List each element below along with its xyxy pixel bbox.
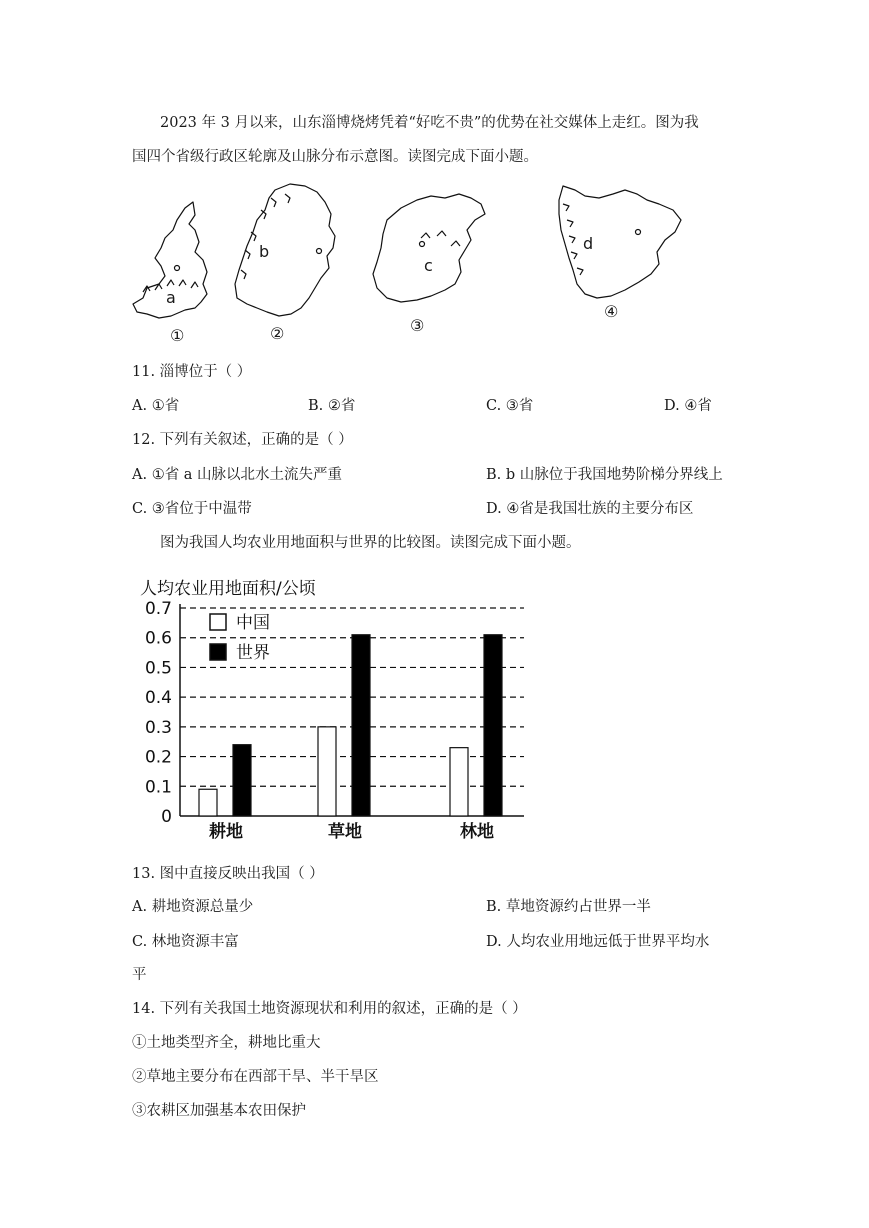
- question-11-option-b: B. ②省: [308, 398, 356, 414]
- y-tick-label: 0.2: [144, 747, 172, 768]
- province-outline-4: [559, 186, 681, 298]
- bar-世界-草地: [352, 635, 370, 816]
- question-13-option-d-wrap: 平: [132, 967, 147, 983]
- map-letter-b: b: [259, 242, 270, 261]
- agricultural-land-chart: [132, 572, 542, 848]
- x-category-label: 耕地: [209, 822, 243, 842]
- chart-title: 人均农业用地面积/公顷: [140, 579, 316, 599]
- question-13-stem: 13. 图中直接反映出我国（ ）: [132, 866, 324, 882]
- intro-paragraph-line-2: 国四个省级行政区轮廓及山脉分布示意图。读图完成下面小题。: [132, 149, 538, 165]
- map-letter-a: a: [166, 288, 176, 307]
- y-tick-label: 0.6: [144, 628, 172, 649]
- bar-中国-耕地: [199, 789, 217, 816]
- y-tick-label: 0.1: [144, 777, 172, 798]
- y-tick-label: 0.4: [144, 688, 172, 709]
- question-11-stem: 11. 淄博位于（ ）: [132, 364, 252, 380]
- question-12-option-b: B. b 山脉位于我国地势阶梯分界线上: [486, 467, 723, 483]
- question-13-option-c: C. 林地资源丰富: [132, 934, 239, 950]
- x-category-label: 草地: [328, 822, 362, 842]
- legend-label: 中国: [236, 613, 270, 633]
- y-tick-label: 0.5: [144, 658, 172, 679]
- legend-swatch: [210, 644, 226, 660]
- bar-中国-林地: [450, 748, 468, 816]
- question-13-option-b: B. 草地资源约占世界一半: [486, 899, 651, 915]
- question-12-option-c: C. ③省位于中温带: [132, 501, 252, 517]
- map-letter-c: c: [424, 256, 433, 275]
- province-outline-3: [373, 194, 485, 302]
- question-11-option-c: C. ③省: [486, 398, 534, 414]
- question-14-stem: 14. 下列有关我国土地资源现状和利用的叙述，正确的是（ ）: [132, 1001, 527, 1017]
- question-14-item-3: ③农耕区加强基本农田保护: [132, 1103, 306, 1119]
- y-tick-label: 0.7: [144, 599, 172, 619]
- y-tick-label: 0.3: [144, 717, 172, 738]
- question-12-option-a: A. ①省 a 山脉以北水土流失严重: [132, 467, 343, 483]
- x-category-label: 林地: [460, 822, 494, 842]
- question-13-option-a: A. 耕地资源总量少: [132, 899, 254, 915]
- intro-paragraph-line-1: 2023 年 3 月以来，山东淄博烧烤凭着“好吃不贵”的优势在社交媒体上走红。图为我: [160, 115, 699, 131]
- bar-世界-耕地: [233, 745, 251, 816]
- map-number-3: ③: [410, 316, 425, 335]
- question-11-option-a: A. ①省: [132, 398, 180, 414]
- map-number-4: ④: [604, 302, 619, 321]
- province-outline-2: [235, 184, 335, 316]
- map-number-1: ①: [170, 326, 185, 345]
- question-14-item-2: ②草地主要分布在西部干旱、半干旱区: [132, 1069, 379, 1085]
- question-12-option-d: D. ④省是我国壮族的主要分布区: [486, 501, 694, 517]
- question-13-option-d: D. 人均农业用地远低于世界平均水: [486, 934, 710, 950]
- y-tick-label: 0: [161, 807, 172, 827]
- question-11-option-d: D. ④省: [664, 398, 712, 414]
- question-12-stem: 12. 下列有关叙述，正确的是（ ）: [132, 432, 353, 448]
- chart-intro: 图为我国人均农业用地面积与世界的比较图。读图完成下面小题。: [160, 535, 581, 551]
- bar-中国-草地: [318, 727, 336, 816]
- map-number-2: ②: [270, 324, 285, 343]
- legend-label: 世界: [236, 643, 270, 663]
- bar-世界-林地: [484, 635, 502, 816]
- map-letter-d: d: [583, 234, 594, 253]
- legend-swatch: [210, 614, 226, 630]
- question-14-item-1: ①土地类型齐全，耕地比重大: [132, 1035, 321, 1051]
